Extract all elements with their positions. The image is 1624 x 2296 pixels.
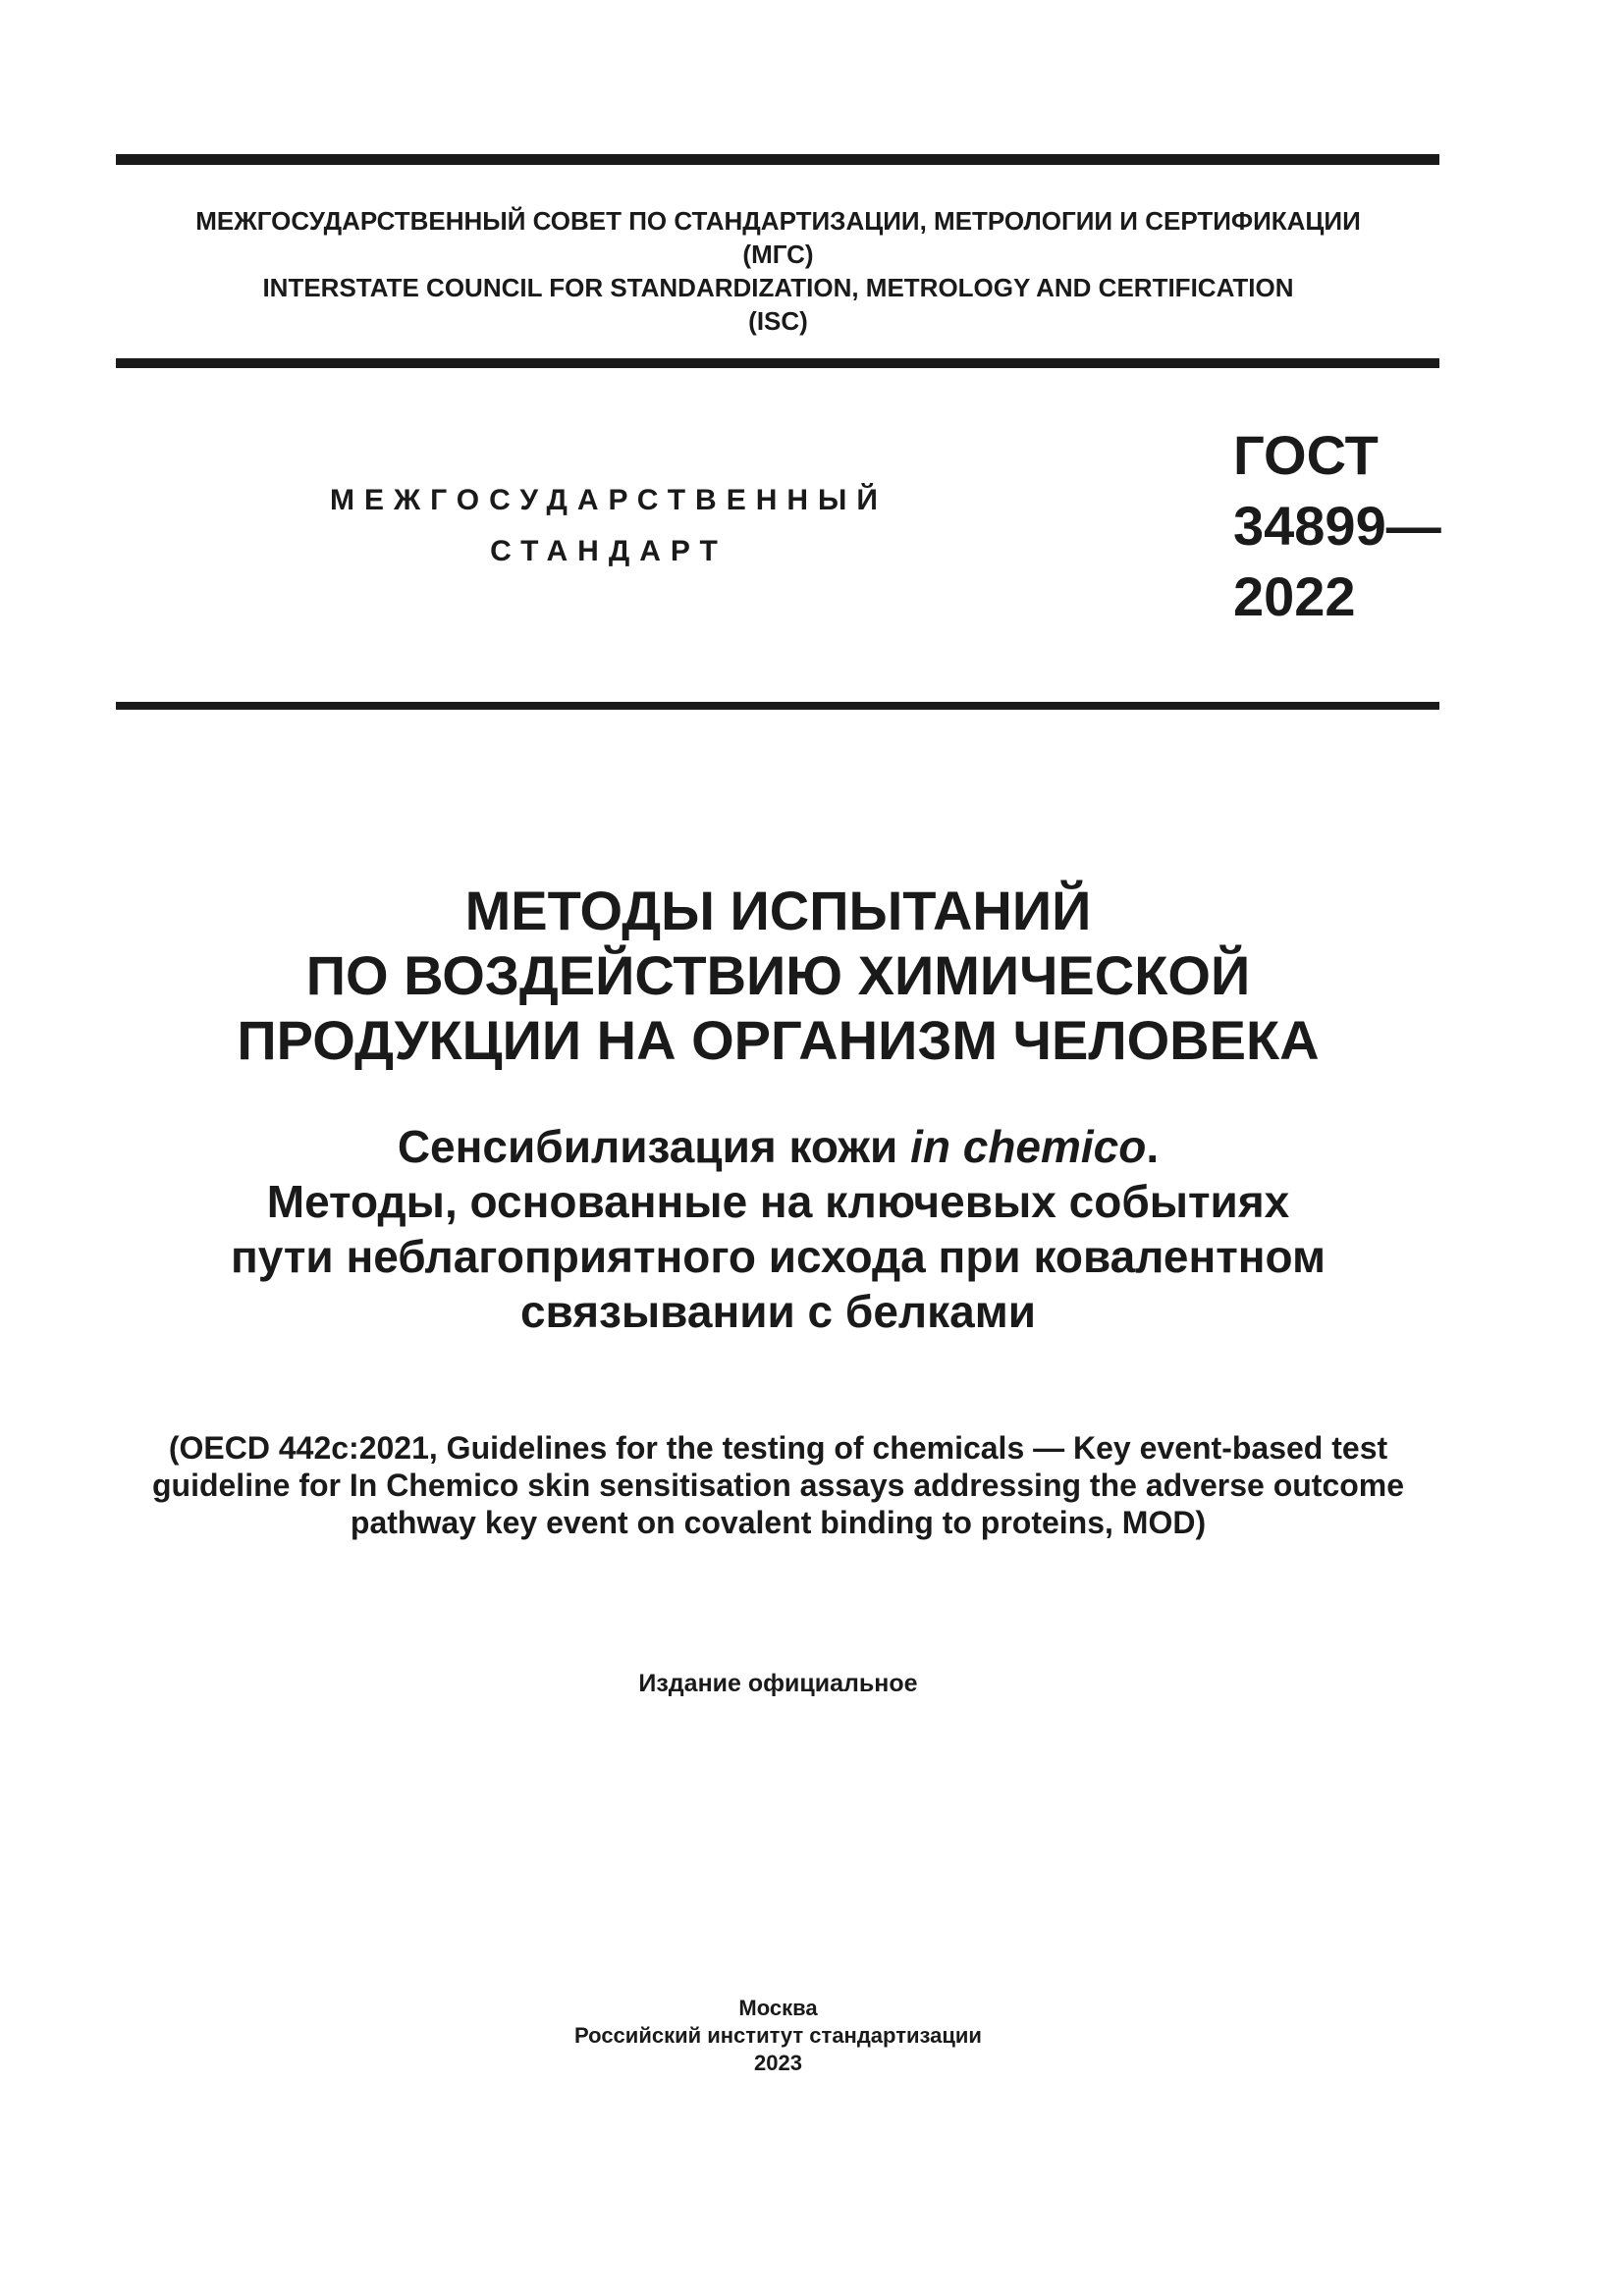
- subtitle-line1-end: .: [1146, 1121, 1160, 1172]
- publisher-city: Москва: [738, 1996, 818, 2020]
- publisher-footer: [0, 1995, 1556, 2077]
- reference-line2: guideline for In Chemico skin sensitisation assays addressing the adverse outcome: [151, 1468, 1405, 1503]
- subtitle-line4: связывании с белками: [519, 1286, 1037, 1337]
- top-divider: [116, 154, 1439, 165]
- document-subtitle: [0, 1119, 1556, 1339]
- bottom-divider: [116, 702, 1439, 710]
- council-abbr-ru: (МГС): [742, 240, 814, 269]
- council-header: [0, 204, 1556, 338]
- edition-note: Издание официальное: [638, 1670, 918, 1697]
- title-line1: МЕТОДЫ ИСПЫТАНИЙ: [464, 880, 1092, 941]
- document-title: [0, 879, 1556, 1073]
- council-abbr-en: (ISC): [748, 306, 808, 336]
- subtitle-line3: пути неблагоприятного исхода при ковалентном: [230, 1231, 1326, 1282]
- reference-line3: pathway key event on covalent binding to proteins, MOD): [350, 1505, 1207, 1540]
- council-name-en: INTERSTATE COUNCIL FOR STANDARDIZATION, METROLOGY AND CERTIFICATION: [262, 273, 1294, 302]
- designation-number: 34899—: [1233, 495, 1441, 557]
- standard-kind-line2: СТАНДАРТ: [490, 535, 728, 567]
- subtitle-line1: [0, 1119, 1556, 1174]
- reference-line1: (OECD 442c:2021, Guidelines for the testing of chemicals — Key event-based test: [168, 1430, 1388, 1466]
- designation-year: 2022: [1233, 565, 1356, 627]
- middle-divider: [116, 358, 1439, 368]
- subtitle-line1-italic: in chemico: [910, 1121, 1147, 1172]
- standard-kind-line1: МЕЖГОСУДАРСТВЕННЫЙ: [330, 484, 888, 516]
- subtitle-line2: Методы, основанные на ключевых событиях: [266, 1176, 1290, 1227]
- publisher-name: Российский институт стандартизации: [574, 2023, 982, 2048]
- title-line2: ПО ВОЗДЕЙСТВИЮ ХИМИЧЕСКОЙ: [305, 944, 1251, 1006]
- title-line3: ПРОДУКЦИИ НА ОРГАНИЗМ ЧЕЛОВЕКА: [237, 1009, 1320, 1071]
- oecd-reference: [0, 1429, 1556, 1541]
- standard-designation: [1233, 420, 1441, 632]
- subtitle-line1-start: Сенсибилизация кожи: [397, 1121, 911, 1172]
- designation-prefix: ГОСТ: [1233, 424, 1379, 486]
- council-name-ru: МЕЖГОСУДАРСТВЕННЫЙ СОВЕТ ПО СТАНДАРТИЗАЦИИ, МЕТРОЛОГИИ И СЕРТИФИКАЦИИ: [195, 206, 1361, 236]
- publisher-year: 2023: [754, 2051, 802, 2075]
- standard-kind: [295, 475, 923, 577]
